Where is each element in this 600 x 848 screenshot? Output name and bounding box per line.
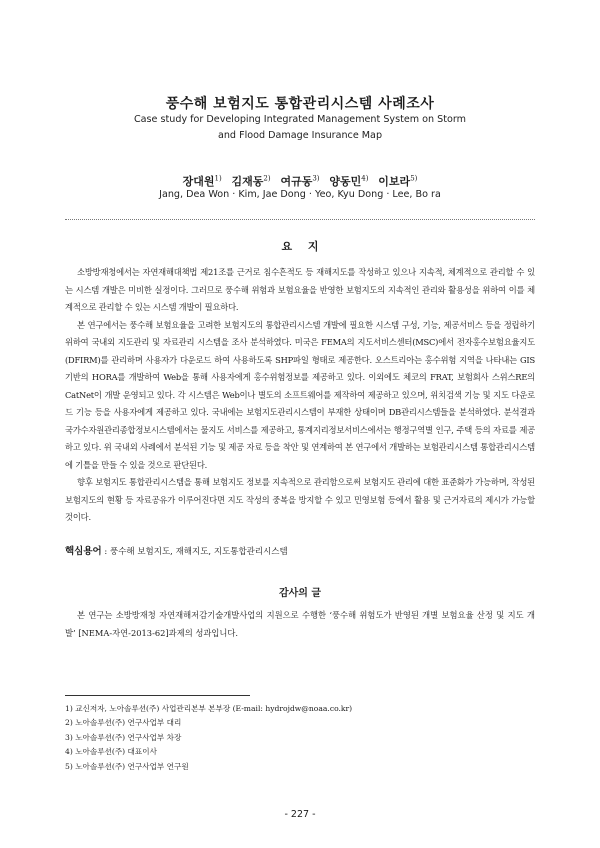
title-english [0, 112, 600, 144]
abstract-heading: 요 지 [281, 240, 319, 253]
footnote: 2) 노아솔루션(주) 연구사업부 대리 [65, 718, 182, 728]
author-footnote-mark: 4) [361, 174, 369, 183]
title-english-line-1: Case study for Developing Integrated Management System on Storm [133, 114, 466, 125]
footnote: 5) 노아솔루션(주) 연구사업부 연구원 [65, 761, 189, 771]
keywords-label: 핵심용어 [65, 546, 102, 557]
keywords-text: : 풍수해 보험지도, 재해지도, 지도통합관리시스템 [101, 547, 288, 557]
authors-english: Jang, Dea Won · Kim, Jae Dong · Yeo, Kyu Dong · Lee, Bo ra [159, 189, 441, 200]
abstract-paragraph: 본 연구에서는 풍수해 보험요율을 고려한 보험지도의 통합관리시스템 개발에 필요한 시스템 구성, 기능, 제공서비스 등을 정립하기 위하여 국내외 지도관리 및 자료관리 시스템을 조사 분석하였다. 미국은 FEMA의 지도서비스센터(MSC)에서 전자홍수보험요율지도(DFIRM)를 관리하며 사용자가 다운로드 하여 사용하도록 SHP파일 형태로 제공한다. 오스트리아는 홍수위험 지역을 나타내는 GIS 기반의 HORA를 개발하여 Web을 통해 사용자에게 홍수위험정보를 제공하고 있다. 이외에도 체코의 FRAT, 보험회사 스위스RE의 CatNet이 개발 운영되고 있다. 각 시스템은 Web이나 별도의 소프트웨어를 제작하여 제공하고 있으며, 위치검색 기능 및 지도 다운로드 기능 등을 사용자에게 제공하고 있다. 국내에는 보험지도관리시스템이 부재한 상태이며 DB관리시스템들을 분석하였다. 분석결과 국가수자원관리종합정보시스템에서는 물지도 서비스를 제공하고, 통계지리정보서비스에서는 행정구역별 인구, 주택 등의 자료를 제공하고 있다. 위 국내외 사례에서 분석된 기능 및 제공 자료 등을 착안 및 연계하여 본 연구에서 개발하는 보험관리시스템 통합관리시스템에 기틀을 만들 수 있을 것으로 판단된다. [65, 319, 535, 470]
author-name: 장대원 [182, 175, 215, 188]
author-name: 양동민 [329, 175, 362, 188]
author-footnote-mark: 2) [263, 174, 271, 183]
footnote-rule [65, 695, 250, 696]
page-number: - 227 - [284, 809, 316, 820]
footnote: 4) 노아솔루션(주) 대표이사 [65, 747, 157, 757]
section-divider [65, 219, 535, 220]
acknowledgement-text: 본 연구는 소방방재청 자연재해저감기술개발사업의 지원으로 수행한 ‘풍수해 위험도가 반영된 개별 보험요율 산정 및 지도 개발’ [NEMA-자연-2013-62]과제의 성과입니다. [65, 610, 535, 638]
keywords [65, 543, 535, 557]
footnotes [65, 702, 535, 774]
title-english-line-2: and Flood Damage Insurance Map [217, 130, 383, 141]
abstract-paragraph: 향후 보험지도 통합관리시스템을 통해 보험지도 정보를 지속적으로 관리함으로써 보험지도 관리에 대한 표준화가 가능하며, 작성된 보험지도의 현황 등 자료공유가 이루어진다면 지도 작성의 중복을 방지할 수 있고 민영보험 등에서 활용 및 근거자료의 제시가 가능할 것이다. [65, 477, 535, 522]
title-korean: 풍수해 보험지도 통합관리시스템 사례조사 [165, 96, 435, 112]
authors-korean [0, 173, 600, 189]
author-name: 여규동 [280, 175, 313, 188]
author-footnote-mark: 3) [312, 174, 320, 183]
footnote: 1) 교신저자, 노아솔루션(주) 사업관리본부 본부장 (E-mail: hydrojdw@noaa.co.kr) [65, 704, 353, 713]
abstract-body [65, 264, 535, 527]
footnote: 3) 노아솔루션(주) 연구사업부 차장 [65, 732, 182, 742]
acknowledgement-body [65, 606, 535, 642]
abstract-paragraph: 소방방재청에서는 자연재해대책법 제21조를 근거로 침수흔적도 등 재해지도를 작성하고 있으나 지속적, 체계적으로 관리할 수 있는 시스템 개발은 미비한 실정이다. 그러므로 풍수해 위험과 보험요율을 반영한 보험지도의 지속적인 관리와 활용성을 위하여 이를 체계적으로 관리할 수 있는 시스템 개발이 필요하다. [65, 267, 535, 312]
author-footnote-mark: 1) [214, 174, 222, 183]
author-name: 이보라 [378, 175, 411, 188]
author-name: 김재동 [231, 175, 264, 188]
author-footnote-mark: 5) [410, 174, 418, 183]
acknowledgement-heading: 감사의 글 [278, 588, 322, 599]
